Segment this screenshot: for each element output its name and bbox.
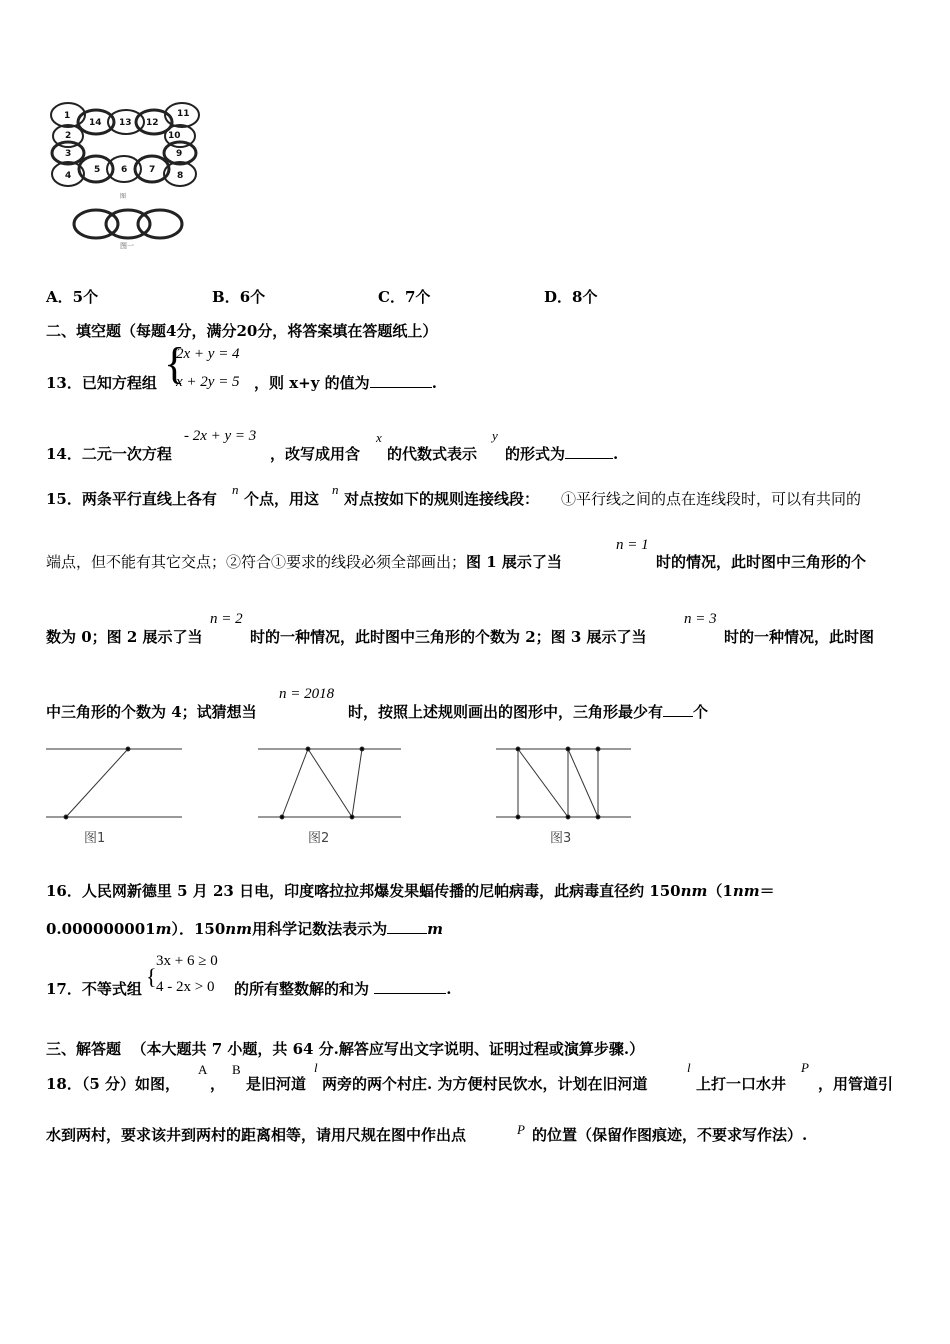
equation-brace: { xyxy=(164,339,186,388)
option-d: D．8个 xyxy=(544,288,598,306)
option-a: A．5个 xyxy=(46,288,99,306)
segment xyxy=(352,749,362,817)
var-y: y xyxy=(492,428,498,443)
point-b: B xyxy=(232,1062,241,1077)
segment xyxy=(282,749,308,817)
question-17-tail: 的所有整数解的和为 . xyxy=(234,980,452,998)
question-15-text: 时的一种情况，此时图中三角形的个数为 2；图 3 展示了当 xyxy=(250,628,647,646)
figure-label: 图3 xyxy=(550,831,572,846)
question-15-text: 对点按如下的规则连接线段： xyxy=(344,490,540,508)
ring-number: 13 xyxy=(119,118,132,128)
question-14: 14．二元一次方程 xyxy=(46,445,172,463)
q15-figures xyxy=(40,740,640,850)
ring-number: 14 xyxy=(89,118,102,128)
question-17: 17．不等式组 xyxy=(46,980,142,998)
option-c: C．7个 xyxy=(378,288,431,306)
question-14-text: 的代数式表示 xyxy=(387,445,478,463)
point xyxy=(64,815,68,819)
point xyxy=(280,815,284,819)
section-title: 二、填空题（每题4分，满分20分，将答案填在答题纸上） xyxy=(46,322,438,340)
point xyxy=(516,815,520,819)
point-p: P xyxy=(517,1122,525,1137)
question-15-text: 个点，用这 xyxy=(244,490,320,508)
var-n: n xyxy=(332,482,339,497)
question-18-line1: 18．（5 分）如图， xyxy=(46,1075,181,1093)
ring-number: 11 xyxy=(177,109,190,119)
question-15-line2: 端点，但不能有其它交点；②符合①要求的线段必须全部画出；图 1 展示了当 xyxy=(46,553,562,571)
equation-n2: n = 2 xyxy=(210,611,243,627)
point xyxy=(360,747,364,751)
point xyxy=(516,747,520,751)
question-18-text: ， xyxy=(210,1075,226,1093)
ring-number: 6 xyxy=(121,165,128,175)
segment xyxy=(568,749,598,817)
ring-number: 2 xyxy=(65,131,72,141)
point-a: A xyxy=(198,1062,208,1077)
ring xyxy=(138,210,182,238)
question-18-text: 是旧河道 xyxy=(246,1075,307,1093)
ring-number: 12 xyxy=(146,118,159,128)
inequality-2: 4 - 2x > 0 xyxy=(156,979,215,995)
equation-1: 2x + y = 4 xyxy=(176,346,240,362)
segment xyxy=(308,749,352,817)
rings-figure xyxy=(44,98,214,258)
question-15-text: ①平行线之间的点在连线段时，可以有共同的 xyxy=(561,490,862,508)
question-15-text: 时，按照上述规则画出的图形中，三角形最少有 个 xyxy=(348,703,709,721)
question-16-line2: 0.000000001m）．150nm用科学记数法表示为 m xyxy=(46,920,443,938)
question-18-text: 两旁的两个村庄. 为方便村民饮水，计划在旧河道 xyxy=(322,1075,648,1093)
ring-number: 5 xyxy=(94,165,101,175)
question-18-line2: 水到两村，要求该井到两村的距离相等，请用尺规在图中作出点 xyxy=(46,1126,467,1144)
question-13-tail: ，则 x+y 的值为 . xyxy=(254,374,437,392)
equation: - 2x + y = 3 xyxy=(184,428,257,444)
point xyxy=(566,815,570,819)
question-18-text: 上打一口水井 xyxy=(696,1075,787,1093)
ring-number: 8 xyxy=(177,171,184,181)
var-x: x xyxy=(376,430,382,445)
inequality-1: 3x + 6 ≥ 0 xyxy=(156,953,218,969)
ring-number: 9 xyxy=(176,149,183,159)
ring-number: 4 xyxy=(65,171,72,181)
equation-n3: n = 3 xyxy=(684,611,717,627)
inequality-brace: { xyxy=(146,964,157,989)
question-14-tail: 的形式为 . xyxy=(505,445,619,463)
segment xyxy=(66,749,128,817)
ring-caption: 图一 xyxy=(120,242,134,250)
point xyxy=(596,815,600,819)
figure-label: 图2 xyxy=(308,831,330,846)
river-l: l xyxy=(314,1060,318,1075)
question-18-text: ，用管道引 xyxy=(818,1075,894,1093)
var-n: n xyxy=(232,482,239,497)
option-b: B．6个 xyxy=(212,288,266,306)
point-p: P xyxy=(801,1060,809,1075)
segment xyxy=(518,749,568,817)
ring-number: 10 xyxy=(168,131,181,141)
point xyxy=(596,747,600,751)
point xyxy=(126,747,130,751)
equation-n2018: n = 2018 xyxy=(279,686,335,702)
equation-n1: n = 1 xyxy=(616,537,649,553)
question-15-line4: 中三角形的个数为 4；试猜想当 xyxy=(46,703,257,721)
equation-2: x + 2y = 5 xyxy=(176,374,240,390)
point xyxy=(306,747,310,751)
ring-caption: 图 xyxy=(120,193,127,200)
question-15-text: 时的情况，此时图中三角形的个 xyxy=(656,553,867,571)
river-l: l xyxy=(687,1060,691,1075)
section-title: 三、解答题 （本大题共 7 小题，共 64 分.解答应写出文字说明、证明过程或演算步骤.） xyxy=(46,1040,645,1058)
question-16-line1: 16．人民网新德里 5 月 23 日电，印度喀拉拉邦爆发果蝠传播的尼帕病毒，此病毒直径约 150nm（1nm＝ xyxy=(46,882,775,900)
point xyxy=(566,747,570,751)
question-13: 13．已知方程组 xyxy=(46,374,157,392)
question-15-text: 时的一种情况，此时图 xyxy=(724,628,875,646)
question-15-line3: 数为 0；图 2 展示了当 xyxy=(46,628,203,646)
question-14-text: ，改写成用含 xyxy=(270,445,361,463)
question-18-text: 的位置（保留作图痕迹，不要求写作法）. xyxy=(532,1126,808,1144)
point xyxy=(350,815,354,819)
ring-number: 7 xyxy=(149,165,156,175)
figure-label: 图1 xyxy=(84,831,106,846)
question-15-line1: 15．两条平行直线上各有 xyxy=(46,490,217,508)
ring-number: 3 xyxy=(65,149,72,159)
ring-number: 1 xyxy=(64,111,71,121)
